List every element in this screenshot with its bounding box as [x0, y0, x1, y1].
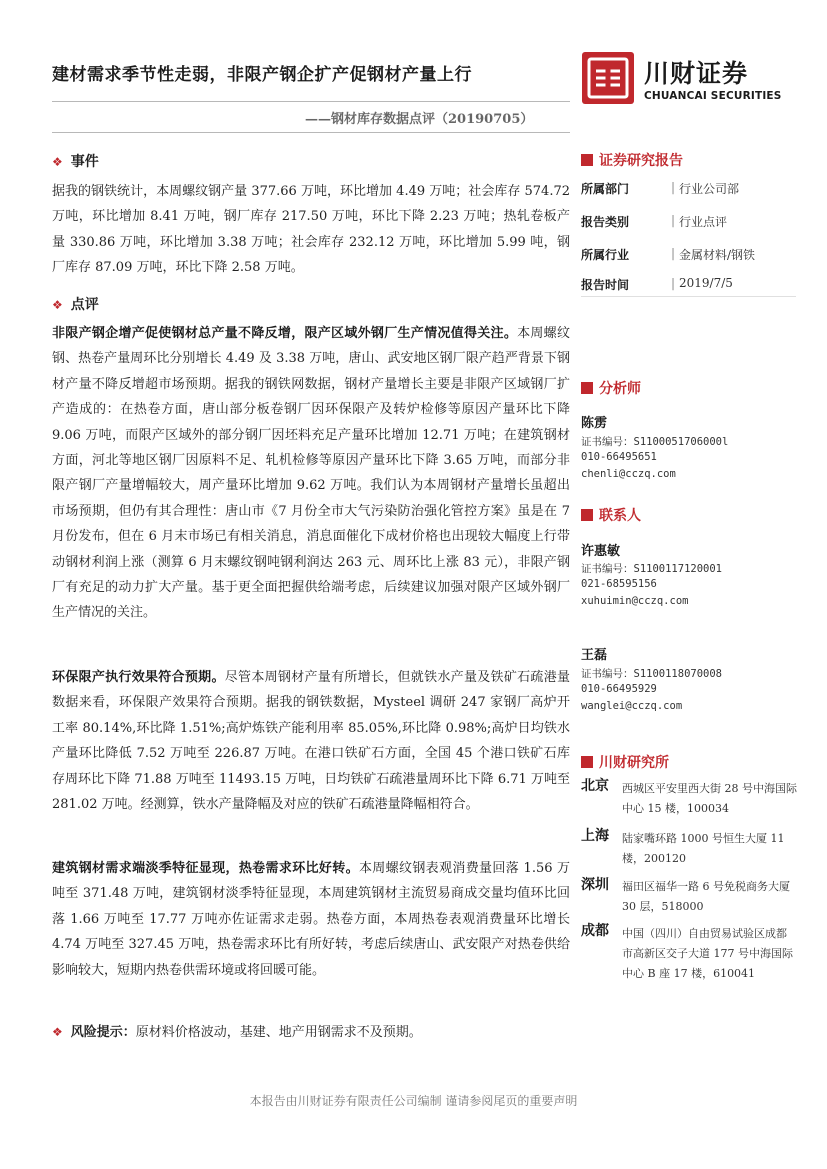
contact-heading: 联系人: [581, 505, 641, 525]
subtitle-divider: [52, 132, 570, 133]
office-city: 深圳: [581, 877, 609, 893]
chuancai-logo-icon: [582, 52, 634, 104]
office-address: 西城区平安里西大街 28 号中海国际中心 15 楼，100034: [622, 782, 797, 815]
analyst-name: 陈雳: [581, 416, 608, 431]
paragraph-lead: 环保限产执行效果符合预期。: [52, 670, 225, 685]
office-address: 中国（四川）自由贸易试验区成都市高新区交子大道 177 号中海国际中心 B 座 17 楼，610041: [622, 927, 793, 980]
contact-phone: 021-68595156: [581, 578, 657, 590]
diamond-bullet-icon: ❖: [52, 1025, 63, 1039]
comment-heading: ❖ 点评: [52, 297, 99, 313]
paragraph-body: 尽管本周钢材产量有所增长，但就铁水产量及铁矿石疏港量数据来看，环保限产效果符合预期。据我的钢铁数据，Mysteel 调研 247 家钢厂高炉开工率 80.14%,环比降 1.51%;高炉炼铁产能利用率 85.05%,环比降 0.98%;高炉日均铁水产量环比降低 7.52 万吨至 226.87 万吨。在港口铁矿石方面，全国 45 个港口铁矿石库存周环比下降 71.88 万吨至 11493.15 万吨，日均铁矿石疏港量周环比下降 6.71 万吨至 281.02 万吨。经测算，铁水产量降幅及对应的铁矿石疏港量降幅相符合。: [52, 670, 570, 813]
paragraph-lead: 非限产钢企增产促使钢材总产量不降反增，限产区域外钢厂生产情况值得关注。: [52, 326, 518, 341]
contact-email[interactable]: wanglei@cczq.com: [581, 700, 683, 712]
office-address: 福田区福华一路 6 号免税商务大厦 30 层，518000: [622, 880, 790, 913]
report-type-heading: 证券研究报告: [581, 150, 683, 170]
contact-cert: 证书编号：S1100117120001: [581, 563, 723, 575]
page-footer: 本报告由川财证券有限责任公司编制 谨请参阅尾页的重要声明: [249, 1094, 578, 1108]
report-title: 建材需求季节性走弱，非限产钢企扩产促钢材产量上行: [52, 65, 472, 85]
contact-cert: 证书编号：S1100118070008: [581, 668, 723, 680]
office-city: 成都: [581, 923, 609, 939]
diamond-bullet-icon: ❖: [52, 155, 63, 169]
event-paragraph: 据我的钢铁统计，本周螺纹钢产量 377.66 万吨，环比增加 4.49 万吨；社会库存 574.72 万吨，环比增加 8.41 万吨，钢厂库存 217.50 万吨，环比下降 2.23 万吨；热轧卷板产量 330.86 万吨，环比增加 3.38 万吨；社会库存 232.12 万吨，环比增加 5.99 吨，钢厂库存 87.09 万吨，环比下降 2.58 万吨。: [52, 184, 570, 276]
brand-logo: [582, 52, 792, 112]
analyst-phone: 010-66495651: [581, 451, 657, 463]
institute-heading: 川财研究所: [581, 752, 669, 772]
office-city: 北京: [581, 778, 609, 794]
comment-paragraph-2: [52, 665, 570, 817]
office-address: 陆家嘴环路 1000 号恒生大厦 11 楼，200120: [622, 832, 785, 865]
logo-english-name: CHUANCAI SECURITIES: [644, 90, 782, 102]
logo-chinese-name: 川财证券: [644, 59, 749, 88]
red-square-icon: [581, 382, 593, 394]
red-square-icon: [581, 154, 593, 166]
contact-phone: 010-66495929: [581, 683, 657, 695]
report-subtitle: ——钢材库存数据点评（20190705）: [305, 112, 534, 127]
risk-text: 原材料价格波动，基建、地产用钢需求不及预期。: [135, 1025, 422, 1040]
diamond-bullet-icon: ❖: [52, 298, 63, 312]
comment-paragraph-1: [52, 321, 570, 626]
paragraph-body: 本周螺纹钢、热卷产量周环比分别增长 4.49 及 3.38 万吨，唐山、武安地区钢厂限产趋严背景下钢材产量不降反增超市场预期。据我的钢铁网数据，钢材产量增长主要是非限产区域钢厂扩产造成的：在热卷方面，唐山部分板卷钢厂因环保限产及转炉检修等原因产量环比下降 9.06 万吨，而限产区域外的部分钢厂因坯料充足产量环比增加 12.71 万吨；在建筑钢材方面，河北等地区钢厂因原料不足、轧机检修等原因产量环比下降 3.65 万吨，而部分非限产钢厂产量增幅较大，周产量环比增加 9.62 万吨。我们认为本周钢材产量增长虽超出市场预期，但仍有其合理性：唐山市《7 月份全市大气污染防治强化管控方案》虽是在 7 月份发布，但在 6 月末市场已有相关消息，消息面催化下成材价格也出现较大幅度上行带动钢材利润上涨（测算 6 月末螺纹钢吨钢利润达 263 元、周环比上涨 83 元），非限产钢厂有充足的动力扩大产量。基于更全面把握供给端考虑，后续建议加强对限产区域外钢厂生产情况的关注。: [52, 326, 570, 621]
paragraph-body: 本周螺纹钢表观消费量回落 1.56 万吨至 371.48 万吨，建筑钢材淡季特征显现，本周建筑钢材主流贸易商成交量均值环比回落 1.66 万吨至 17.77 万吨亦佐证需求走弱。热卷方面，本周热卷表观消费量环比增长 4.74 万吨至 327.45 万吨，热卷需求环比有所好转，考虑后续唐山、武安限产对热卷供给影响较大，短期内热卷供需环境或将回暖可能。: [52, 861, 570, 978]
title-divider: [52, 101, 570, 102]
analyst-email[interactable]: chenli@cczq.com: [581, 468, 676, 480]
red-square-icon: [581, 756, 593, 768]
office-city: 上海: [581, 828, 609, 844]
contact-name: 许惠敏: [581, 544, 621, 559]
contact-name: 王磊: [581, 648, 608, 663]
meta-divider: [581, 296, 796, 297]
comment-paragraph-3: [52, 856, 570, 983]
event-heading: ❖ 事件: [52, 154, 99, 170]
red-square-icon: [581, 509, 593, 521]
paragraph-lead: 建筑钢材需求端淡季特征显现，热卷需求环比好转。: [52, 861, 359, 876]
analyst-heading: 分析师: [581, 378, 641, 398]
contact-email[interactable]: xuhuimin@cczq.com: [581, 595, 689, 607]
risk-note: [52, 1021, 422, 1040]
analyst-cert: 证书编号：S1100051706000l: [581, 436, 729, 448]
risk-label: 风险提示：: [70, 1025, 136, 1040]
